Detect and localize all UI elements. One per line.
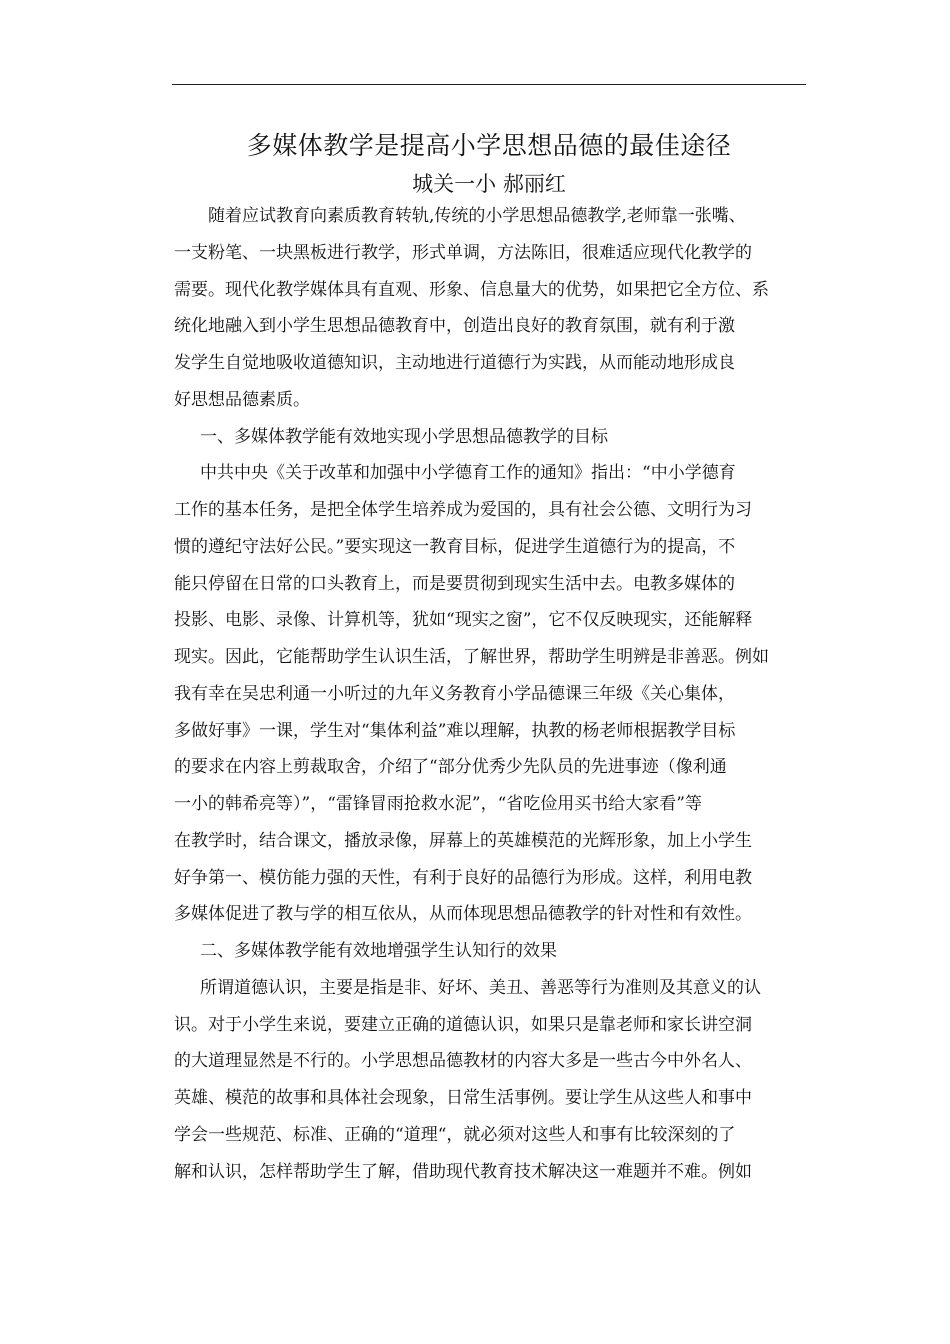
paragraph-line: 工作的基本任务，是把全体学生培养成为爱国的，具有社会公德、文明行为习	[174, 500, 752, 520]
paragraph-line: 好思想品德素质。	[174, 389, 310, 410]
header-rule	[172, 84, 806, 85]
paragraph-line: 多媒体促进了教与学的相互依从，从而体现思想品德教学的针对性和有效性。	[174, 904, 752, 925]
paragraph-line: 统化地融入到小学生思想品德教育中，创造出良好的教育氛围，就有利于激	[174, 316, 735, 337]
paragraph-line: 英雄、模范的故事和具体社会现象，日常生活事例。要让学生从这些人和事中	[174, 1088, 752, 1108]
paragraph-line: 需要。现代化教学媒体具有直观、形象、信息量大的优势，如果把它全方位、系	[174, 279, 769, 300]
paragraph-line: 投影、电影、录像、计算机等，犹如“现实之窗”，它不仅反映现实，还能解释	[174, 610, 753, 631]
paragraph-line: 学会一些规范、标准、正确的“道理“，就必须对这些人和事有比较深刻的了	[174, 1124, 736, 1145]
paragraph-line: 随着应试教育向素质教育转轨,传统的小学思想品德教学,老师靠一张嘴、	[208, 206, 746, 226]
section-heading-1: 一、多媒体教学能有效地实现小学思想品德教学的目标	[200, 426, 608, 447]
paragraph-line: 所谓道德认识，主要是指是非、好坏、美丑、善恶等行为准则及其意义的认	[200, 977, 761, 998]
paragraph-line: 的要求在内容上剪裁取舍，介绍了“部分优秀少先队员的先进事迹（像利通	[174, 757, 727, 778]
paragraph-line: 识。对于小学生来说，要建立正确的道德认识，如果只是靠老师和家长讲空洞	[174, 1014, 752, 1035]
paragraph-line: 能只停留在日常的口头教育上，而是要贯彻到现实生活中去。电教多媒体的	[174, 573, 735, 594]
paragraph-line: 一支粉笔、一块黑板进行教学，形式单调，方法陈旧，很难适应现代化教学的	[174, 242, 752, 263]
paragraph-line: 现实。因此，它能帮助学生认识生活，了解世界，帮助学生明辨是非善恶。例如	[174, 647, 769, 667]
paragraph-line: 在教学时，结合课文，播放录像，屏幕上的英雄模范的光辉形象，加上小学生	[174, 830, 752, 851]
paragraph-line: 中共中央《关于改革和加强中小学德育工作的通知》指出：“中小学德育	[200, 463, 736, 484]
paragraph-line: 多做好事》一课，学生对“集体利益”难以理解，执教的杨老师根据教学目标	[174, 720, 736, 741]
document-author: 城关一小 郝丽红	[412, 172, 566, 196]
section-heading-2: 二、多媒体教学能有效地增强学生认知行的效果	[200, 941, 557, 961]
paragraph-line: 好争第一、模仿能力强的天性，有利于良好的品德行为形成。这样，利用电教	[174, 867, 752, 888]
paragraph-line: 一小的韩希亮等）”，“雷锋冒雨抢救水泥”，“省吃俭用买书给大家看”等	[174, 794, 702, 814]
paragraph-line: 发学生自觉地吸收道德知识，主动地进行道德行为实践，从而能动地形成良	[174, 353, 735, 373]
document-title: 多媒体教学是提高小学思想品德的最佳途径	[246, 131, 732, 160]
paragraph-line: 的大道理显然是不行的。小学思想品德教材的内容大多是一些古今中外名人、	[174, 1051, 752, 1072]
paragraph-line: 解和认识，怎样帮助学生了解，借助现代教育技术解决这一难题并不难。例如	[174, 1161, 752, 1182]
paragraph-line: 惯的遵纪守法好公民。”要实现这一教育目标，促进学生道德行为的提高，不	[174, 536, 736, 557]
document-body	[174, 198, 808, 1190]
paragraph-line: 我有幸在吴忠利通一小听过的九年义务教育小学品德课三年级《关心集体，	[174, 683, 735, 704]
